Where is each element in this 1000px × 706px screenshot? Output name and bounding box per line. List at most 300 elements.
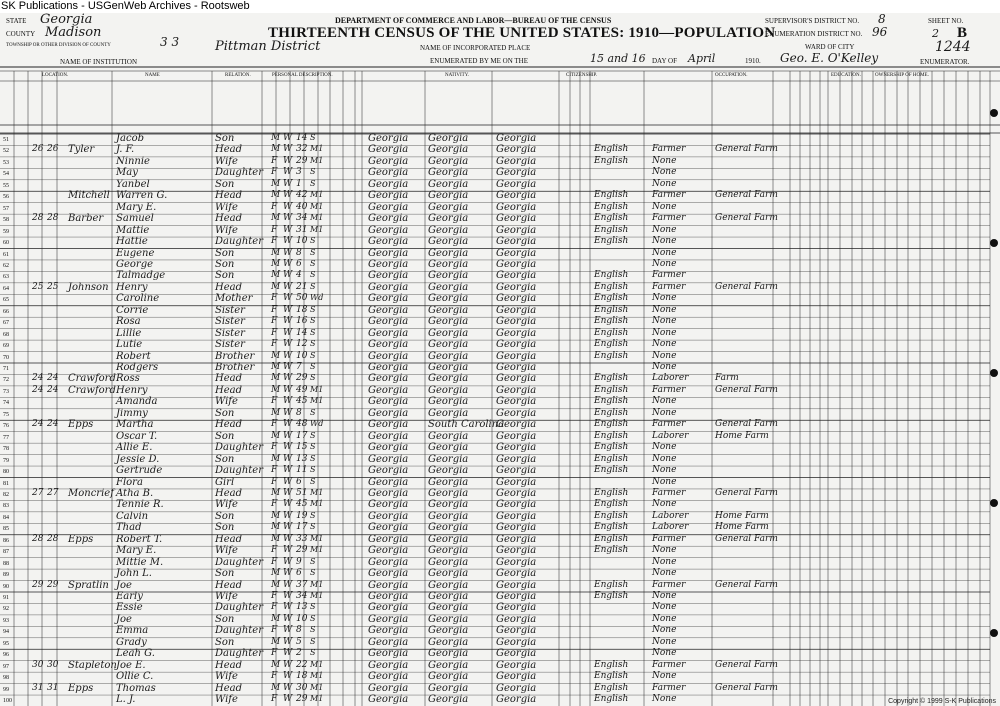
cell-num: 86 (3, 537, 9, 544)
cell-race: W (283, 682, 293, 693)
cell-sex: F (271, 602, 278, 613)
cell-given: Martha (116, 419, 154, 431)
cell-family: 28 (47, 213, 59, 224)
cell-sex: M (271, 453, 281, 464)
cell-sex: M (271, 373, 281, 384)
cell-mother: Georgia (496, 133, 537, 144)
sheet-label: SHEET NO. (928, 17, 964, 25)
cell-given: Lillie (116, 327, 142, 339)
cell-marital: S (310, 442, 316, 452)
cell-industry: General Farm (715, 487, 778, 498)
cell-given: Rosa (116, 316, 141, 328)
cell-surname: Mitchell (68, 190, 110, 202)
cell-relation: Son (215, 636, 235, 648)
cell-mother: Georgia (496, 465, 537, 477)
cell-industry: General Farm (715, 419, 778, 430)
cell-birth: Georgia (368, 247, 409, 259)
cell-marital: S (310, 465, 316, 475)
cell-birth: Georgia (368, 591, 409, 602)
cell-age: 50 (296, 293, 308, 304)
cell-mother: Georgia (496, 510, 537, 522)
township-number: 3 3 (160, 35, 180, 49)
cell-dwelling: 26 (32, 144, 44, 155)
cell-race: W (283, 533, 293, 544)
cell-race: W (283, 510, 293, 521)
cell-trade: None (652, 545, 677, 556)
cell-given: Thad (116, 522, 142, 534)
cell-sex: F (271, 327, 278, 338)
cell-language: English (594, 293, 629, 304)
cell-given: Oscar T. (116, 430, 158, 442)
cell-dwelling: 24 (32, 373, 44, 384)
cell-age: 10 (296, 613, 308, 624)
cell-language: English (594, 579, 629, 590)
cell-given: Grady (116, 636, 147, 648)
cell-birth: Georgia (368, 556, 409, 568)
cell-trade: None (652, 407, 677, 418)
cell-relation: Wife (215, 545, 238, 557)
cell-trade: None (652, 591, 677, 601)
cell-age: 14 (296, 327, 308, 338)
cell-relation: Daughter (215, 648, 263, 660)
cell-relation: Brother (215, 350, 255, 362)
cell-father: Georgia (428, 591, 469, 602)
cell-language: English (594, 373, 629, 384)
cell-birth: Georgia (368, 339, 409, 351)
cell-father: Georgia (428, 487, 469, 499)
cell-trade: None (652, 224, 677, 235)
cell-marital: M1 (310, 694, 324, 704)
cell-language: English (594, 591, 629, 601)
day-of-label: DAY OF (652, 57, 677, 65)
cell-mother: Georgia (496, 316, 537, 328)
cell-relation: Head (215, 190, 243, 202)
cell-father: Georgia (428, 545, 469, 557)
cell-father: Georgia (428, 236, 469, 248)
enumerated-year: 1910. (745, 57, 761, 65)
cell-race: W (283, 270, 293, 281)
cell-given: Ollie C. (116, 671, 154, 683)
cell-age: 40 (296, 201, 308, 212)
cell-father: Georgia (428, 465, 469, 477)
cell-num: 98 (3, 675, 9, 682)
cell-trade: Farmer (652, 213, 686, 224)
cell-birth: Georgia (368, 258, 409, 270)
cell-age: 12 (296, 339, 308, 350)
binder-hole (990, 109, 998, 117)
cell-language: English (594, 659, 629, 670)
cell-mother: Georgia (496, 258, 537, 270)
cell-sex: M (271, 362, 281, 372)
cell-marital: S (310, 476, 316, 486)
cell-race: W (283, 579, 293, 590)
cell-num: 93 (3, 617, 9, 624)
cell-father: Georgia (428, 373, 469, 385)
cell-surname: Barber (68, 213, 104, 225)
cell-birth: Georgia (368, 499, 409, 511)
cell-trade: None (652, 304, 677, 315)
cell-trade: None (652, 476, 677, 487)
cell-mother: Georgia (496, 155, 537, 167)
cell-trade: None (652, 453, 677, 464)
cell-industry: General Farm (715, 144, 778, 155)
cell-father: Georgia (428, 396, 469, 408)
cell-sex: F (271, 465, 278, 476)
cell-mother: Georgia (496, 430, 537, 442)
cell-mother: Georgia (496, 487, 537, 499)
cell-num: 68 (3, 331, 9, 338)
cell-father: Georgia (428, 556, 469, 568)
incorporated-place-label: NAME OF INCORPORATED PLACE (420, 44, 531, 52)
cell-father: Georgia (428, 247, 469, 259)
cell-birth: Georgia (368, 178, 409, 190)
cell-industry: General Farm (715, 281, 778, 292)
cell-trade: None (652, 155, 677, 166)
cell-relation: Wife (215, 396, 238, 408)
cell-sex: F (271, 224, 278, 235)
cell-trade: Farmer (652, 419, 686, 430)
cell-num: 90 (3, 583, 9, 590)
cell-age: 51 (296, 487, 308, 498)
cell-sex: F (271, 201, 278, 212)
cell-sex: F (271, 591, 278, 601)
cell-sex: F (271, 694, 278, 705)
cell-birth: Georgia (368, 133, 409, 144)
cell-mother: Georgia (496, 247, 537, 259)
cell-relation: Son (215, 270, 235, 282)
cell-birth: Georgia (368, 533, 409, 545)
cell-dwelling: 31 (32, 682, 44, 693)
cell-marital: M1 (310, 499, 324, 509)
cell-num: 69 (3, 343, 9, 350)
cell-num: 58 (3, 217, 9, 224)
cell-given: Joe (116, 613, 132, 625)
cell-language: English (594, 213, 629, 224)
cell-mother: Georgia (496, 579, 537, 591)
cell-trade: Laborer (652, 522, 689, 533)
cell-father: Georgia (428, 362, 469, 373)
cell-father: Georgia (428, 167, 469, 179)
cell-age: 10 (296, 350, 308, 361)
cell-num: 89 (3, 572, 9, 579)
cell-mother: Georgia (496, 682, 537, 694)
cell-sex: F (271, 339, 278, 350)
cell-race: W (283, 613, 293, 624)
cell-marital: S (310, 625, 316, 635)
cell-trade: None (652, 327, 677, 338)
cell-age: 6 (296, 258, 302, 269)
cell-mother: Georgia (496, 270, 537, 282)
cell-race: W (283, 545, 293, 556)
cell-birth: Georgia (368, 487, 409, 499)
cell-race: W (283, 133, 293, 143)
cell-num: 60 (3, 240, 9, 247)
cell-given: Robert (116, 350, 151, 362)
cell-father: Georgia (428, 304, 469, 316)
cell-num: 64 (3, 285, 9, 292)
cell-race: W (283, 396, 293, 407)
cell-race: W (283, 556, 293, 567)
cell-mother: Georgia (496, 659, 537, 671)
cell-race: W (283, 465, 293, 476)
cell-marital: S (310, 247, 316, 257)
cell-language: English (594, 487, 629, 498)
cell-father: Georgia (428, 476, 469, 488)
cell-trade: None (652, 625, 677, 636)
cell-trade: None (652, 671, 677, 682)
cell-trade: Farmer (652, 190, 686, 201)
cell-birth: Georgia (368, 510, 409, 522)
cell-language: English (594, 694, 629, 705)
cell-father: Georgia (428, 430, 469, 442)
cell-race: W (283, 648, 293, 659)
cell-birth: Georgia (368, 659, 409, 671)
cell-father: Georgia (428, 350, 469, 362)
cell-relation: Daughter (215, 167, 263, 179)
cell-marital: S (310, 339, 316, 349)
cell-marital: S (310, 430, 316, 440)
cell-sex: M (271, 659, 281, 670)
cell-age: 15 (296, 442, 308, 453)
cell-race: W (283, 201, 293, 212)
cell-language: English (594, 499, 629, 510)
cell-age: 1 (296, 178, 302, 189)
cell-age: 8 (296, 625, 302, 636)
cell-trade: Laborer (652, 373, 689, 384)
cell-surname: Tyler (68, 144, 95, 156)
cell-father: Georgia (428, 659, 469, 671)
cell-sex: F (271, 304, 278, 315)
cell-race: W (283, 236, 293, 247)
cell-father: Georgia (428, 453, 469, 465)
cell-father: Georgia (428, 694, 469, 706)
cell-mother: Georgia (496, 350, 537, 362)
cell-language: English (594, 533, 629, 544)
cell-race: W (283, 384, 293, 395)
cell-relation: Head (215, 373, 243, 385)
sheet-letter: B (957, 25, 968, 41)
cell-sex: M (271, 281, 281, 292)
cell-father: Georgia (428, 178, 469, 190)
cell-relation: Wife (215, 224, 238, 236)
cell-industry: General Farm (715, 659, 778, 670)
cell-num: 63 (3, 274, 9, 281)
cell-sex: F (271, 316, 278, 327)
enumerator-label: ENUMERATOR. (920, 58, 970, 66)
cell-language: English (594, 465, 629, 476)
cell-given: Leah G. (116, 648, 155, 660)
cell-age: 5 (296, 636, 302, 647)
cell-given: J. F. (116, 144, 135, 156)
cell-num: 85 (3, 526, 9, 533)
cell-birth: Georgia (368, 430, 409, 442)
cell-family: 30 (47, 659, 59, 670)
cell-marital: S (310, 510, 316, 520)
cell-language: English (594, 281, 629, 292)
cell-birth: Georgia (368, 671, 409, 683)
cell-marital: M1 (310, 682, 324, 692)
cell-race: W (283, 487, 293, 498)
cell-dwelling: 24 (32, 384, 44, 395)
cell-mother: Georgia (496, 556, 537, 568)
cell-birth: Georgia (368, 224, 409, 236)
cell-marital: M1 (310, 190, 324, 200)
cell-sex: M (271, 568, 281, 579)
cell-relation: Head (215, 384, 243, 396)
cell-marital: S (310, 178, 316, 188)
cell-race: W (283, 167, 293, 178)
cell-birth: Georgia (368, 270, 409, 282)
cell-race: W (283, 247, 293, 258)
cell-surname: Spratlin (68, 579, 109, 591)
cell-father: Georgia (428, 407, 469, 419)
cell-race: W (283, 499, 293, 510)
cell-relation: Daughter (215, 465, 263, 477)
cell-relation: Sister (215, 316, 245, 328)
cell-trade: Laborer (652, 510, 689, 521)
cell-marital: M1 (310, 144, 324, 154)
cell-given: Emma (116, 625, 149, 637)
cell-language: English (594, 419, 629, 430)
col-personal-description: PERSONAL DESCRIPTION. (272, 73, 333, 78)
cell-language: English (594, 316, 629, 327)
cell-marital: S (310, 327, 316, 337)
cell-marital: S (310, 281, 316, 291)
cell-father: Georgia (428, 224, 469, 236)
cell-marital: M1 (310, 533, 324, 543)
cell-trade: Farmer (652, 659, 686, 670)
cell-sex: F (271, 419, 278, 430)
cell-race: W (283, 636, 293, 647)
cell-race: W (283, 144, 293, 155)
cell-language: English (594, 510, 629, 521)
col-relation: RELATION. (225, 73, 251, 78)
cell-age: 9 (296, 556, 302, 567)
cell-num: 62 (3, 262, 9, 269)
cell-industry: General Farm (715, 384, 778, 395)
cell-age: 33 (296, 533, 308, 544)
cell-given: Robert T. (116, 533, 163, 545)
cell-age: 45 (296, 499, 308, 510)
cell-relation: Son (215, 430, 235, 442)
cell-marital: S (310, 602, 316, 612)
col-education: EDUCATION. (831, 73, 861, 78)
cell-given: May (116, 167, 138, 179)
cell-given: Thomas (116, 682, 156, 694)
cell-marital: S (310, 270, 316, 280)
cell-num: 74 (3, 400, 9, 407)
cell-age: 13 (296, 453, 308, 464)
cell-num: 76 (3, 423, 9, 430)
cell-mother: Georgia (496, 453, 537, 465)
cell-mother: Georgia (496, 602, 537, 614)
cell-industry: Home Farm (715, 510, 769, 521)
cell-sex: M (271, 270, 281, 281)
cell-sex: M (271, 384, 281, 395)
cell-age: 8 (296, 247, 302, 258)
cell-age: 6 (296, 568, 302, 579)
cell-industry: Home Farm (715, 522, 769, 533)
cell-given: Eugene (116, 247, 155, 259)
cell-relation: Sister (215, 304, 245, 316)
cell-race: W (283, 419, 293, 430)
cell-birth: Georgia (368, 442, 409, 454)
cell-birth: Georgia (368, 155, 409, 167)
cell-sex: M (271, 178, 281, 189)
cell-birth: Georgia (368, 453, 409, 465)
cell-num: 59 (3, 228, 9, 235)
cell-marital: M1 (310, 213, 324, 223)
cell-mother: Georgia (496, 636, 537, 648)
cell-given: Samuel (116, 213, 154, 225)
cell-mother: Georgia (496, 293, 537, 305)
cell-birth: Georgia (368, 476, 409, 488)
cell-given: Mary E. (116, 201, 157, 213)
cell-age: 31 (296, 224, 308, 235)
cell-sex: F (271, 671, 278, 682)
cell-father: Georgia (428, 258, 469, 270)
cell-surname: Epps (68, 419, 94, 431)
cell-relation: Head (215, 281, 243, 293)
copyright-notice: Copyright © 1999 S-K Publications (888, 698, 996, 705)
cell-race: W (283, 190, 293, 201)
cell-marital: M1 (310, 545, 324, 555)
cell-birth: Georgia (368, 613, 409, 625)
cell-num: 92 (3, 606, 9, 613)
cell-relation: Head (215, 144, 243, 156)
cell-age: 7 (296, 362, 302, 372)
cell-num: 75 (3, 411, 9, 418)
cell-given: Early (116, 591, 143, 602)
cell-language: English (594, 236, 629, 247)
cell-relation: Head (215, 487, 243, 499)
cell-age: 30 (296, 682, 308, 693)
cell-num: 52 (3, 148, 9, 155)
cell-num: 78 (3, 446, 9, 453)
cell-father: Georgia (428, 568, 469, 580)
cell-trade: Farmer (652, 533, 686, 544)
cell-num: 54 (3, 171, 9, 178)
cell-given: Mattie (116, 224, 150, 236)
cell-language: English (594, 304, 629, 315)
cell-trade: None (652, 396, 677, 407)
cell-num: 96 (3, 652, 9, 659)
cell-num: 57 (3, 205, 9, 212)
cell-relation: Brother (215, 362, 255, 373)
cell-marital: Wd (310, 419, 324, 429)
cell-sex: M (271, 579, 281, 590)
cell-trade: Farmer (652, 682, 686, 693)
cell-sex: M (271, 430, 281, 441)
cell-mother: Georgia (496, 281, 537, 293)
cell-relation: Sister (215, 327, 245, 339)
cell-trade: None (652, 568, 677, 579)
cell-marital: S (310, 407, 316, 417)
cell-marital: S (310, 304, 316, 314)
cell-relation: Sister (215, 339, 245, 351)
cell-family: 24 (47, 384, 59, 395)
cell-given: Mary E. (116, 545, 157, 557)
cell-age: 45 (296, 396, 308, 407)
cell-marital: S (310, 350, 316, 360)
cell-given: Tennie R. (116, 499, 164, 511)
cell-mother: Georgia (496, 419, 537, 431)
cell-mother: Georgia (496, 499, 537, 511)
cell-age: 13 (296, 602, 308, 613)
cell-trade: None (652, 648, 677, 659)
cell-sex: M (271, 247, 281, 258)
cell-relation: Son (215, 568, 235, 580)
